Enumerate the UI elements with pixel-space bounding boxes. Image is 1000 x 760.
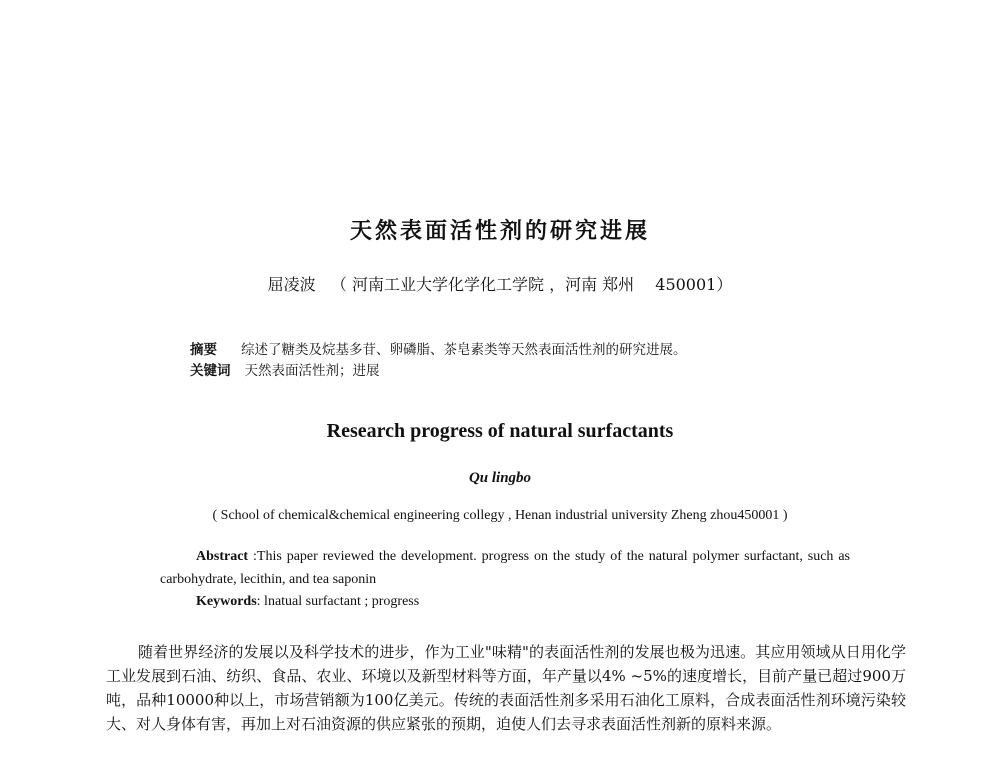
chinese-title: 天然表面活性剂的研究进展 [349,219,650,244]
english-title: Research progress of natural surfactants [326,420,674,442]
chinese-abstract [190,340,950,382]
keywords-cn-label: 关键词 [190,363,231,379]
abstract-en-label: Abstract [196,549,249,564]
english-affiliation: ( School of chemical&chemical engineering collegy , Henan industrial university Zheng zhou450001 ) [212,508,788,523]
author-name-cn: 屈凌波 [267,275,316,294]
abstract-cn-text: 综述了糖类及烷基多苷、卵磷脂、茶皂素类等天然表面活性剂的研究进展。 [241,342,687,358]
chinese-byline [0,272,1000,295]
english-keywords [196,594,846,610]
abstract-cn-label: 摘要 [190,342,217,358]
english-abstract [160,545,850,591]
keywords-en-label: Keywords [196,594,257,609]
english-author: Qu lingbo [468,470,532,486]
keywords-en-text: : lnatual surfactant ; progress [256,594,420,609]
keywords-cn-text: 天然表面活性剂；进展 [244,363,380,379]
affiliation-cn: （ 河南工业大学化学化工学院 ，河南 郑州 450001） [330,275,733,294]
body-paragraph: 随着世界经济的发展以及科学技术的进步，作为工业"味精"的表面活性剂的发展也极为迅速。其应用领域从日用化学工业发展到石油、纺织、食品、农业、环境以及新型材料等方面，年产量以4% ~5%的速度增长，目前产量已超过900万吨，品种10000种以上，市场营销额为100亿美元。传统的表面活性剂多采用石油化工原料，合成表面活性剂环境污染较大、对人身体有害，再加上对石油资源的供应紧张的预期，迫使人们去寻求表面活性剂新的原料来源。 [106,643,906,733]
keywords-cn-line [190,361,950,382]
abstract-en-text: :This paper reviewed the development. progress on the study of the natural polymer surfactant, such as carbohydrate, lecithin, and tea saponin [160,549,850,587]
abstract-cn-line [190,340,950,361]
